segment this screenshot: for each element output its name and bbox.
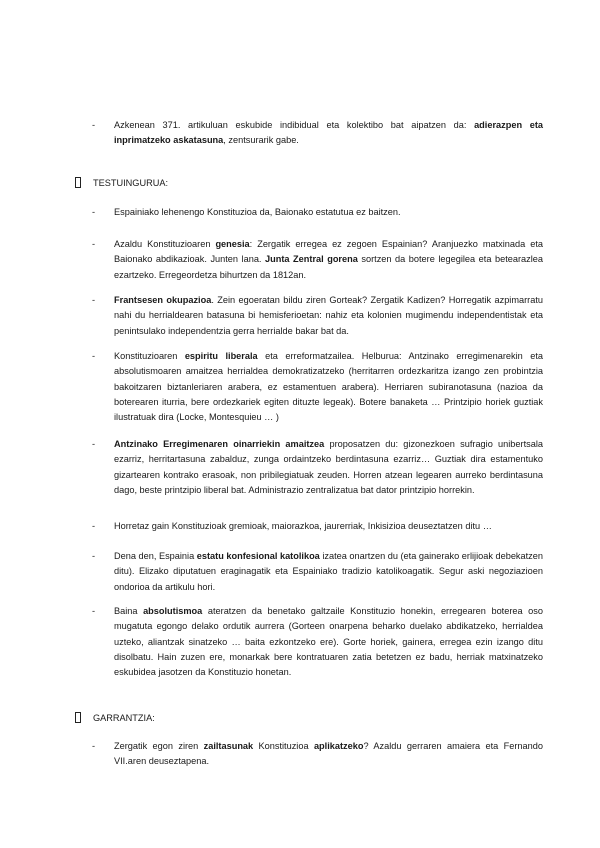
bold-term: genesia	[215, 239, 250, 249]
checkbox-icon	[75, 177, 81, 188]
checkbox-icon	[75, 712, 81, 723]
text-run: Baina	[114, 606, 144, 616]
paragraph	[114, 293, 543, 339]
bullet-dash: -	[92, 239, 96, 249]
bullet-dash: -	[92, 439, 96, 449]
paragraph	[114, 349, 543, 425]
bullet-dash: -	[92, 606, 96, 616]
text-run: , zentsurarik gabe.	[223, 135, 299, 146]
text-run: Zergatik egon ziren	[114, 741, 204, 751]
text-run: sortzen da botere legegilea eta betearazlea ezartzeko. Erregeordetza bihurtzen da 1812an.	[114, 254, 543, 280]
text-run: eta erreformatzailea. Helburua: Antzinako erregimenarekin eta absolutismoaren amaitzea herrialdea demokratizatzeko (herritarren ordezkaritza izango zen probintzia bakoitzaren biztanleriaren arabera, ez estamentuen arabera). Herriaren subiranotasuna (nazioa da boterearen iturria, bere ordezkariek egiten dituzte legeak). Botere banaketa … Printzipio horiek guztiak ilustratuak dira (Locke, Montesquieu … )	[114, 351, 543, 423]
bold-term: espiritu liberala	[184, 351, 258, 361]
text-run: . Zein egoeratan bildu ziren Gorteak? Zergatik Kadizen? Horregatik azpimarratu nahi du herrialdearen batasuna bi hemisferioetan: nahiz eta kolonien mugimendu independentistak eta penintsulako independentzia gerra herrialde bakar bat da.	[114, 295, 544, 336]
paragraph	[114, 237, 543, 283]
text-run: Azaldu Konstituzioaren	[114, 239, 216, 249]
bold-term: absolutismoa	[143, 606, 203, 616]
text-run: Azkenean 371. artikuluan eskubide indibidual eta kolektibo bat aipatzen da:	[114, 120, 475, 130]
text-run: izatea onartzen du (eta gainerako erlijioak debekatzen ditu). Elizako diputatuen eraginagatik eta Espainiako tradizio katolikoagatik. Segur aski negoziazioen ondorioa da artikulu hori.	[114, 551, 543, 592]
paragraph	[114, 519, 543, 534]
paragraph	[114, 118, 543, 149]
bold-term: Frantsesen okupazioa	[114, 295, 212, 305]
section-title: TESTUINGURUA:	[93, 178, 169, 188]
text-run: Konstituzioa	[253, 741, 314, 751]
text-run: ateratzen da benetako galtzaile Konstituzio honekin, erregearen boterea oso mugatuta egongo delako ordutik aurrera (Gorteen onarpena beharko duelako abdikatzeko, herrialdea uzteko, aliantzak sinatzeko … baita ezkontzeko ere). Gorte horiek, gainera, erregea ezin izango ditu disolbatu. Hain zuzen ere, monarkak bere kontratuaren zatia betetzen ez badu, herriak matxinatzeko eskubidea jasotzen da Konstituzio honetan.	[114, 606, 543, 678]
bullet-dash: -	[92, 521, 96, 531]
paragraph	[114, 205, 543, 220]
text-run: Horretaz gain Konstituzioak gremioak, maiorazkoa, jaurerriak, Inkisizioa deuseztatzen ditu …	[114, 521, 492, 531]
bullet-dash: -	[92, 741, 96, 751]
section-title: GARRANTZIA:	[93, 713, 155, 723]
text-run: Konstituzioaren	[114, 351, 185, 361]
bullet-dash: -	[92, 351, 96, 361]
bold-term: zailtasunak	[203, 741, 254, 751]
paragraph	[114, 549, 543, 595]
text-run: Espainiako lehenengo Konstituzioa da, Baionako estatutua ez baitzen.	[114, 207, 401, 217]
paragraph	[114, 739, 543, 770]
text-run: ? Azaldu gerraren amaiera eta Fernando VII.aren deuseztapena.	[114, 741, 543, 767]
bold-term: Junta Zentral gorena	[265, 254, 358, 265]
bullet-dash: -	[92, 551, 96, 561]
text-run: : Zergatik erregea ez zegoen Espainian? Aranjuezko matxinada eta Baionako abdikazioak. Junten lana.	[114, 239, 543, 265]
text-run: Dena den, Espainia	[114, 551, 197, 561]
bullet-dash: -	[92, 120, 96, 130]
bullet-dash: -	[92, 295, 96, 305]
paragraph	[114, 437, 543, 498]
bold-term: estatu konfesional katolikoa	[196, 551, 320, 561]
paragraph	[114, 604, 543, 680]
bold-term: adierazpen eta inprimatzeko askatasuna	[114, 120, 543, 146]
bold-term: aplikatzeko	[313, 741, 364, 751]
text-run: proposatzen du: gizonezkoen sufragio unibertsala ezarriz, herritartasuna zabalduz, zunga ordaintzeko berdintasuna ezarriz… Guztiak dira estamentuko gizartearen kontrako erasoak, non pribilegiatuak zeuden. Horren atzean legearen aurreko berdintasuna dago, beste printzipio liberal bat. Administrazio zentralizatua bat dator printzipio horrekin.	[114, 439, 543, 495]
bullet-dash: -	[92, 207, 96, 217]
bold-term: Antzinako Erregimenaren oinarriekin amaitzea	[114, 439, 325, 449]
